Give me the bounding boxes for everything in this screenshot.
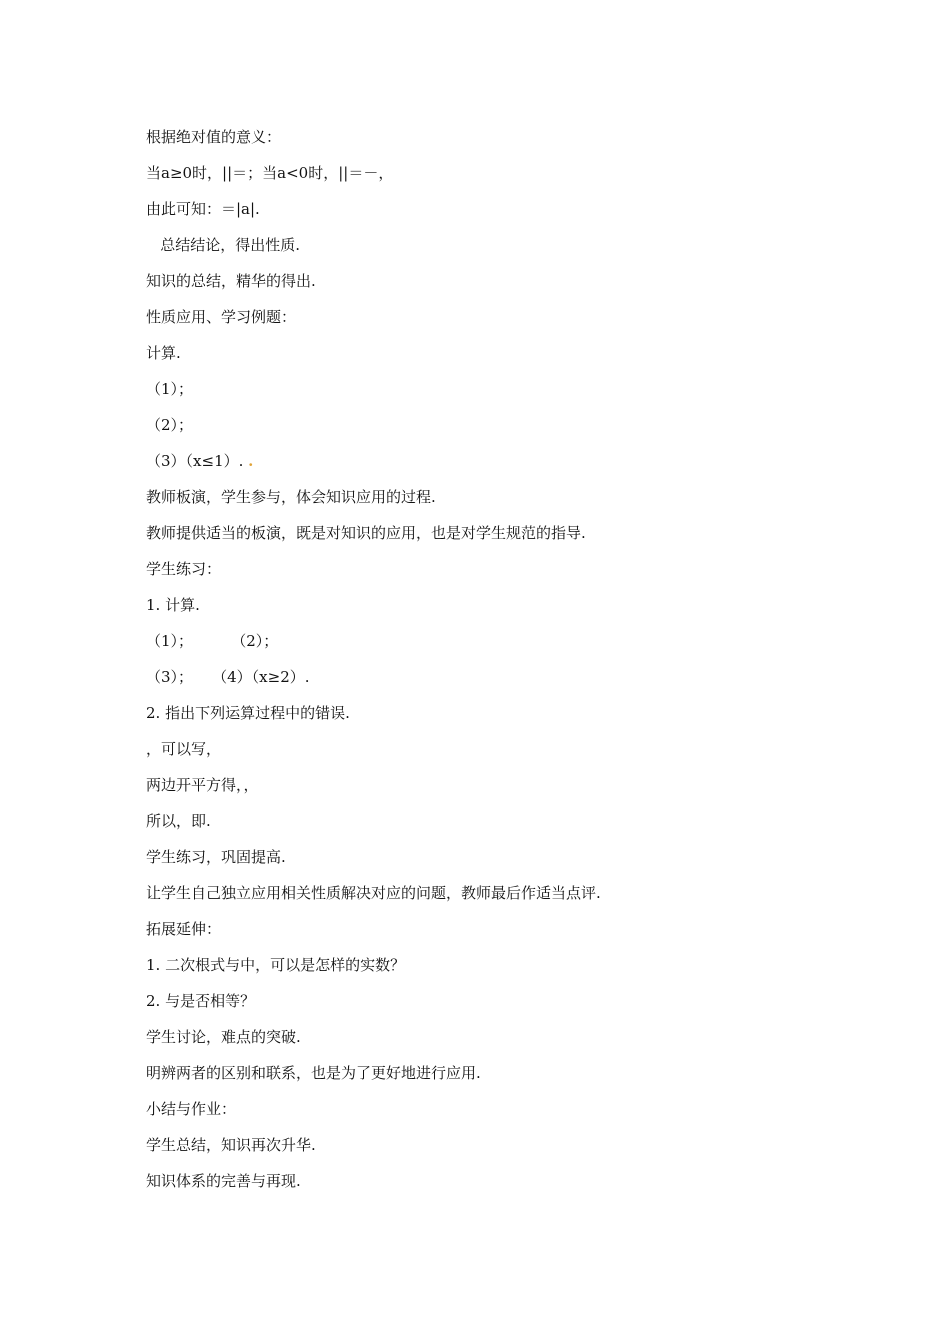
text-line: 由此可知：＝|a|. (146, 200, 260, 218)
text-line: 计算. (146, 344, 181, 362)
text-line: （3）； （4）（x≥2）. (146, 668, 310, 686)
text-line: 性质应用、学习例题： (146, 308, 297, 326)
text-line: （1）； （2）； (146, 632, 279, 650)
text-line: 学生练习： (146, 560, 222, 578)
text-line: 教师提供适当的板演，既是对知识的应用，也是对学生规范的指导. (146, 524, 586, 542)
text-line: 2. 与是否相等？ (146, 992, 256, 1010)
text-line: 学生练习，巩固提高. (146, 848, 286, 866)
text-line: 两边开平方得，， (146, 776, 259, 794)
text-line: 1. 计算. (146, 596, 200, 614)
text-line: 学生讨论，难点的突破. (146, 1028, 301, 1046)
text-line: 总结结论，得出性质. (146, 236, 301, 254)
orange-dot-mark: . (248, 452, 254, 470)
text-line: 让学生自己独立应用相关性质解决对应的问题，教师最后作适当点评. (146, 884, 601, 902)
text-line: 拓展延伸： (146, 920, 222, 938)
text-line: （1）； (146, 380, 194, 398)
text-line-with-mark (146, 450, 826, 486)
text-line: 知识的总结，精华的得出. (146, 272, 316, 290)
text-line: 1. 二次根式与中，可以是怎样的实数？ (146, 956, 406, 974)
text-line: 小结与作业： (146, 1100, 237, 1118)
text-line: 明辨两者的区别和联系，也是为了更好地进行应用. (146, 1064, 481, 1082)
text-line: （2）； (146, 416, 194, 434)
text-line: ，可以写， (146, 740, 222, 758)
text-line: 知识体系的完善与再现. (146, 1172, 301, 1190)
text-line: 所以，即. (146, 812, 211, 830)
text-line: 2. 指出下列运算过程中的错误. (146, 704, 350, 722)
text-segment: （3）（x≤1）. (146, 452, 244, 470)
text-line: 教师板演，学生参与，体会知识应用的过程. (146, 488, 436, 506)
text-line: 当a≥0时，||＝；当a<0时，||＝－， (146, 164, 394, 182)
text-line: 根据绝对值的意义： (146, 128, 282, 146)
text-line: 学生总结，知识再次升华. (146, 1136, 316, 1154)
document-body (146, 126, 826, 1206)
